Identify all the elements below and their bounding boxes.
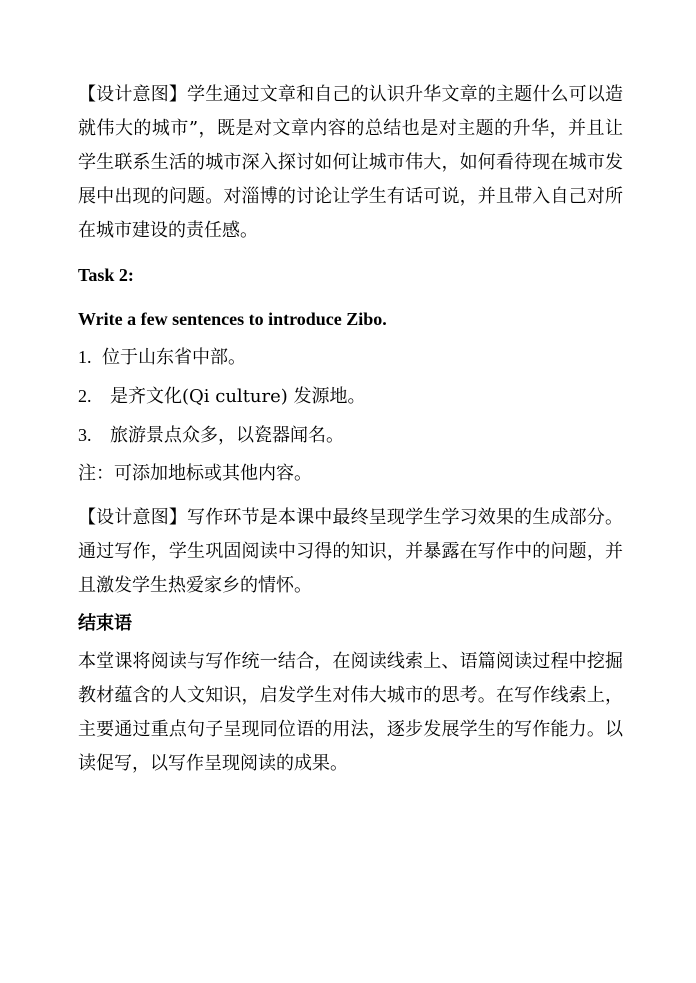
list-text: 旅游景点众多，以瓷器闻名。 bbox=[110, 425, 344, 446]
list-text: 是齐文化(Qi culture) 发源地。 bbox=[110, 386, 366, 407]
task-instruction: Write a few sentences to introduce Zibo. bbox=[78, 309, 387, 329]
design-intent-paragraph-1: 【设计意图】学生通过文章和自己的认识升华文章的主题什么可以造就伟大的城市”，既是对文章内容的总结也是对主题的升华，并且让学生联系生活的城市深入探讨如何让城市伟大，如何看待现在城市发展中出现的问题。对淄博的讨论让学生有话可说，并且带入自己对所在城市建设的责任感。 bbox=[78, 84, 623, 241]
list-item-1 bbox=[78, 340, 623, 375]
list-item-2 bbox=[78, 379, 623, 414]
list-number: 1. bbox=[78, 347, 92, 367]
document-page bbox=[78, 78, 623, 781]
list-item-3 bbox=[78, 418, 623, 453]
task-title: Task 2: bbox=[78, 265, 134, 285]
list-number: 3. bbox=[78, 425, 92, 445]
list-number: 2. bbox=[78, 386, 92, 406]
conclusion-heading: 结束语 bbox=[78, 613, 132, 634]
design-intent-paragraph-2: 【设计意图】写作环节是本课中最终呈现学生学习效果的生成部分。通过写作，学生巩固阅读中习得的知识，并暴露在写作中的问题，并且激发学生热爱家乡的情怀。 bbox=[78, 507, 623, 596]
conclusion-paragraph: 本堂课将阅读与写作统一结合，在阅读线索上、语篇阅读过程中挖掘教材蕴含的人文知识，启发学生对伟大城市的思考。在写作线索上，主要通过重点句子呈现同位语的用法，逐步发展学生的写作能力。以读促写，以写作呈现阅读的成果。 bbox=[78, 651, 623, 774]
list-text: 位于山东省中部。 bbox=[102, 347, 246, 368]
note-text: 注：可添加地标或其他内容。 bbox=[78, 463, 312, 484]
